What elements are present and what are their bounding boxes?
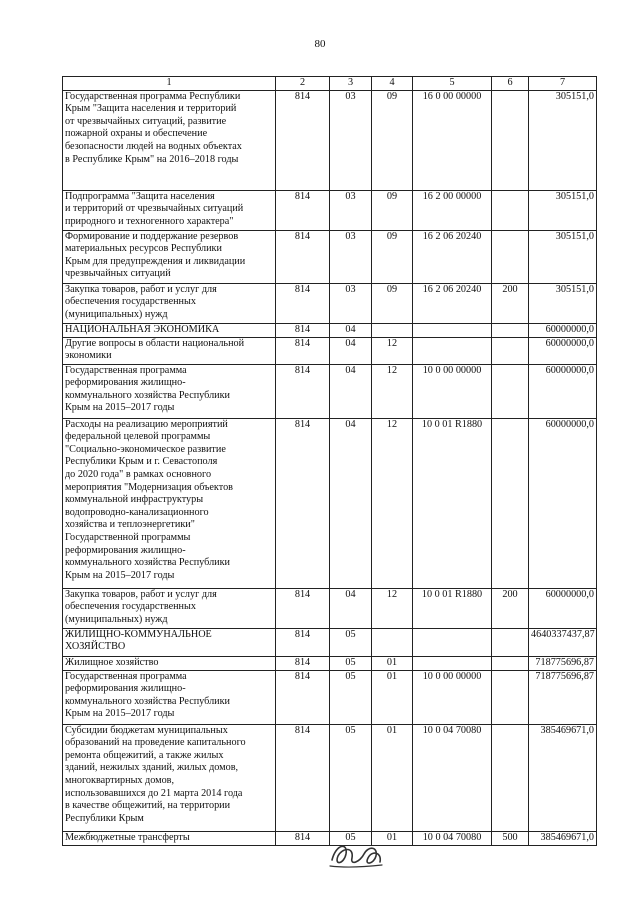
row-code-4-cell	[372, 323, 413, 337]
table-row	[63, 283, 597, 323]
row-name-text: Субсидии бюджетам муниципальных образований на проведение капитального ремонта общежитий, а также жилых зданий, нежилых зданий, жилых домов, многоквартирных домов, использовавшихся до 21 марта 2014 года в качестве общежитий, на территории Республики Крым	[65, 724, 246, 824]
row-code-5-text: 10 0 01 R1880	[421, 588, 483, 600]
row-code-6-cell	[492, 190, 529, 230]
row-code-6-cell	[492, 670, 529, 724]
row-code-4-cell	[372, 283, 413, 323]
row-code-3-text: 05	[345, 628, 356, 640]
row-code-3-text: 03	[345, 190, 356, 202]
column-header-6: 6	[492, 77, 529, 91]
row-name-cell	[63, 628, 276, 656]
row-code-3-cell	[330, 418, 372, 588]
row-code-5-cell	[413, 190, 492, 230]
row-code-2-text: 814	[294, 670, 311, 682]
row-code-5-text: 16 0 00 00000	[422, 90, 482, 102]
row-amount-cell	[529, 283, 597, 323]
row-code-6-cell	[492, 588, 529, 628]
row-amount-text: 60000000,0	[545, 418, 594, 430]
row-name-cell	[63, 230, 276, 283]
row-name-cell	[63, 656, 276, 670]
row-code-2-text: 814	[294, 364, 311, 376]
row-amount-cell	[529, 90, 597, 190]
row-amount-text: 305151,0	[555, 90, 594, 102]
row-code-4-text: 01	[386, 670, 398, 682]
row-name-cell	[63, 364, 276, 418]
row-code-5-cell	[413, 283, 492, 323]
row-code-4-cell	[372, 230, 413, 283]
table-row	[63, 656, 597, 670]
row-code-3-text: 03	[345, 90, 356, 102]
row-name-text: Закупка товаров, работ и услуг для обеспечения государственных (муниципальных) нужд	[65, 588, 217, 625]
row-code-2-text: 814	[294, 90, 311, 102]
row-code-4-text: 12	[386, 588, 398, 600]
table-row	[63, 230, 597, 283]
row-name-cell	[63, 831, 276, 845]
row-code-6-cell	[492, 656, 529, 670]
row-code-5-text: 10 0 04 70080	[422, 724, 482, 736]
row-code-6-cell	[492, 230, 529, 283]
row-amount-text: 60000000,0	[545, 337, 594, 349]
row-code-3-text: 03	[345, 230, 356, 242]
row-name-text: Государственная программа реформирования жилищно- коммунального хозяйства Республики Крым на 2015–2017 годы	[65, 670, 231, 720]
row-code-2-cell	[276, 418, 330, 588]
row-code-2-cell	[276, 588, 330, 628]
row-code-6-cell	[492, 418, 529, 588]
row-code-3-text: 05	[345, 670, 356, 682]
row-amount-cell	[529, 364, 597, 418]
row-code-4-cell	[372, 90, 413, 190]
row-code-2-cell	[276, 323, 330, 337]
table-row	[63, 90, 597, 190]
row-code-6-text: 200	[502, 588, 518, 600]
row-code-2-cell	[276, 283, 330, 323]
row-code-6-text: 200	[502, 283, 518, 295]
row-amount-cell	[529, 670, 597, 724]
row-code-2-text: 814	[294, 283, 311, 295]
row-code-4-cell	[372, 337, 413, 364]
budget-table	[62, 76, 597, 846]
row-code-4-text: 09	[386, 190, 398, 202]
row-code-2-cell	[276, 831, 330, 845]
row-code-4-text: 12	[386, 364, 398, 376]
row-name-text: Другие вопросы в области национальной экономики	[65, 337, 245, 362]
row-code-5-cell	[413, 656, 492, 670]
row-code-5-cell	[413, 418, 492, 588]
column-header-4: 4	[372, 77, 413, 91]
row-amount-text: 385469671,0	[540, 831, 594, 843]
row-code-5-cell	[413, 323, 492, 337]
row-code-4-text: 09	[386, 90, 398, 102]
row-code-3-text: 04	[345, 364, 356, 376]
row-code-3-cell	[330, 364, 372, 418]
row-code-4-cell	[372, 628, 413, 656]
row-code-4-text: 01	[386, 656, 398, 668]
header-row	[63, 77, 597, 91]
column-header-7: 7	[529, 77, 597, 91]
row-code-4-text: 01	[386, 724, 398, 736]
column-header-5: 5	[413, 77, 492, 91]
row-amount-cell	[529, 230, 597, 283]
row-name-cell	[63, 337, 276, 364]
row-amount-cell	[529, 831, 597, 845]
column-header-1: 1	[63, 77, 276, 91]
row-code-4-cell	[372, 364, 413, 418]
row-code-5-cell	[413, 588, 492, 628]
row-code-2-text: 814	[294, 831, 311, 843]
row-amount-text: 718775696,87	[535, 656, 594, 668]
row-amount-text: 60000000,0	[545, 588, 594, 600]
row-code-5-text: 10 0 00 00000	[422, 364, 482, 376]
row-code-3-cell	[330, 90, 372, 190]
row-code-6-cell	[492, 323, 529, 337]
row-code-2-text: 814	[294, 588, 311, 600]
row-code-3-cell	[330, 283, 372, 323]
table-row	[63, 670, 597, 724]
row-amount-cell	[529, 628, 597, 656]
row-code-5-cell	[413, 90, 492, 190]
row-code-2-text: 814	[294, 724, 311, 736]
row-name-text: Подпрограмма "Защита населения и территорий от чрезвычайных ситуаций природного и техногенного характера"	[65, 190, 244, 227]
row-code-2-cell	[276, 90, 330, 190]
row-name-text: Межбюджетные трансферты	[65, 831, 190, 843]
row-code-4-cell	[372, 588, 413, 628]
table-row	[63, 724, 597, 831]
table-row	[63, 337, 597, 364]
row-code-6-cell	[492, 364, 529, 418]
row-code-2-text: 814	[294, 337, 311, 349]
column-header-2: 2	[276, 77, 330, 91]
row-code-5-text: 16 2 06 20240	[422, 283, 482, 295]
row-code-6-cell	[492, 283, 529, 323]
row-name-text: Закупка товаров, работ и услуг для обеспечения государственных (муниципальных) нужд	[65, 283, 217, 320]
row-code-3-cell	[330, 656, 372, 670]
row-code-5-cell	[413, 670, 492, 724]
column-header-3: 3	[330, 77, 372, 91]
row-amount-cell	[529, 418, 597, 588]
row-code-4-text: 12	[386, 418, 398, 430]
row-name-cell	[63, 724, 276, 831]
row-amount-cell	[529, 588, 597, 628]
row-name-cell	[63, 190, 276, 230]
row-code-2-cell	[276, 230, 330, 283]
row-name-cell	[63, 418, 276, 588]
row-code-3-text: 04	[345, 588, 356, 600]
row-amount-text: 305151,0	[555, 283, 594, 295]
row-code-6-text: 500	[502, 831, 518, 843]
row-amount-cell	[529, 337, 597, 364]
row-code-3-cell	[330, 724, 372, 831]
row-amount-cell	[529, 656, 597, 670]
row-code-2-text: 814	[294, 656, 311, 668]
row-code-4-cell	[372, 190, 413, 230]
row-amount-cell	[529, 323, 597, 337]
row-code-2-text: 814	[294, 418, 311, 430]
row-amount-text: 305151,0	[555, 190, 594, 202]
row-code-3-text: 04	[345, 337, 356, 349]
page-number: 80	[314, 38, 326, 50]
row-code-3-text: 04	[345, 418, 356, 430]
row-code-6-cell	[492, 724, 529, 831]
row-name-cell	[63, 588, 276, 628]
row-code-4-cell	[372, 670, 413, 724]
row-code-5-cell	[413, 831, 492, 845]
row-code-6-cell	[492, 337, 529, 364]
row-code-2-cell	[276, 670, 330, 724]
row-code-3-cell	[330, 230, 372, 283]
row-code-2-text: 814	[294, 323, 311, 335]
row-amount-cell	[529, 724, 597, 831]
row-code-3-cell	[330, 190, 372, 230]
row-code-4-cell	[372, 656, 413, 670]
row-code-5-text: 16 2 00 00000	[422, 190, 482, 202]
row-code-2-text: 814	[294, 230, 311, 242]
row-code-2-cell	[276, 190, 330, 230]
row-code-6-cell	[492, 90, 529, 190]
row-code-2-cell	[276, 628, 330, 656]
row-code-3-text: 05	[345, 656, 356, 668]
row-amount-text: 60000000,0	[545, 364, 594, 376]
row-code-3-text: 05	[345, 831, 356, 843]
row-code-4-text: 01	[386, 831, 398, 843]
row-code-2-text: 814	[294, 190, 311, 202]
row-code-2-text: 814	[294, 628, 311, 640]
row-amount-text: 305151,0	[555, 230, 594, 242]
row-code-3-cell	[330, 588, 372, 628]
table-row	[63, 323, 597, 337]
row-code-5-cell	[413, 724, 492, 831]
row-code-5-cell	[413, 230, 492, 283]
row-code-6-cell	[492, 831, 529, 845]
table-row	[63, 190, 597, 230]
row-amount-text: 385469671,0	[540, 724, 594, 736]
row-code-5-cell	[413, 364, 492, 418]
row-code-5-text: 10 0 00 00000	[422, 670, 482, 682]
row-name-text: ЖИЛИЩНО-КОММУНАЛЬНОЕ ХОЗЯЙСТВО	[65, 628, 212, 653]
row-name-cell	[63, 283, 276, 323]
row-code-4-text: 12	[386, 337, 398, 349]
table-row	[63, 418, 597, 588]
row-code-4-text: 09	[386, 283, 398, 295]
row-code-3-cell	[330, 323, 372, 337]
row-name-cell	[63, 323, 276, 337]
row-code-2-cell	[276, 364, 330, 418]
row-code-3-cell	[330, 628, 372, 656]
table-row	[63, 628, 597, 656]
row-name-text: Жилищное хозяйство	[65, 656, 159, 668]
row-name-text: Государственная программа Республики Крым "Защита населения и территорий от чрезвычайных ситуаций, развитие пожарной охраны и обеспечение безопасности людей на водных объектах в Республике Крым" на 2016–2018 годы	[65, 90, 242, 165]
row-name-text: Формирование и поддержание резервов материальных ресурсов Республики Крым для предупреждения и ликвидации чрезвычайных ситуаций	[65, 230, 246, 280]
row-code-5-text: 10 0 01 R1880	[421, 418, 483, 430]
row-code-2-cell	[276, 724, 330, 831]
row-name-text: Государственная программа реформирования жилищно- коммунального хозяйства Республики Крым на 2015–2017 годы	[65, 364, 231, 414]
row-code-3-cell	[330, 337, 372, 364]
row-code-3-text: 03	[345, 283, 356, 295]
row-code-2-cell	[276, 656, 330, 670]
row-code-4-text: 09	[386, 230, 398, 242]
row-code-4-cell	[372, 724, 413, 831]
handwritten-initials	[326, 832, 386, 872]
row-name-cell	[63, 90, 276, 190]
row-code-5-text: 16 2 06 20240	[422, 230, 482, 242]
row-name-text: Расходы на реализацию мероприятий федеральной целевой программы "Социально-экономическое развитие Республики Крым и г. Севастополя до 2020 года" в рамках основного мероприятия "Модернизация объектов коммунальной инфраструктуры водопроводно-канализационного хозяйства и теплоэнергетики" Государственной программы реформирования жилищно- коммунального хозяйства Республики Крым на 2015–2017 годы	[65, 418, 233, 581]
row-name-cell	[63, 670, 276, 724]
row-code-4-cell	[372, 418, 413, 588]
row-code-5-text: 10 0 04 70080	[422, 831, 482, 843]
row-amount-text: 60000000,0	[545, 323, 594, 335]
table-row	[63, 588, 597, 628]
row-amount-text: 4640337437,87	[531, 628, 595, 640]
row-code-3-text: 04	[345, 323, 356, 335]
table-row	[63, 364, 597, 418]
row-code-3-cell	[330, 670, 372, 724]
row-code-5-cell	[413, 337, 492, 364]
row-amount-text: 718775696,87	[535, 670, 594, 682]
row-amount-cell	[529, 190, 597, 230]
row-code-3-text: 05	[345, 724, 356, 736]
row-code-5-cell	[413, 628, 492, 656]
row-name-text: НАЦИОНАЛЬНАЯ ЭКОНОМИКА	[65, 323, 220, 335]
row-code-2-cell	[276, 337, 330, 364]
row-code-6-cell	[492, 628, 529, 656]
